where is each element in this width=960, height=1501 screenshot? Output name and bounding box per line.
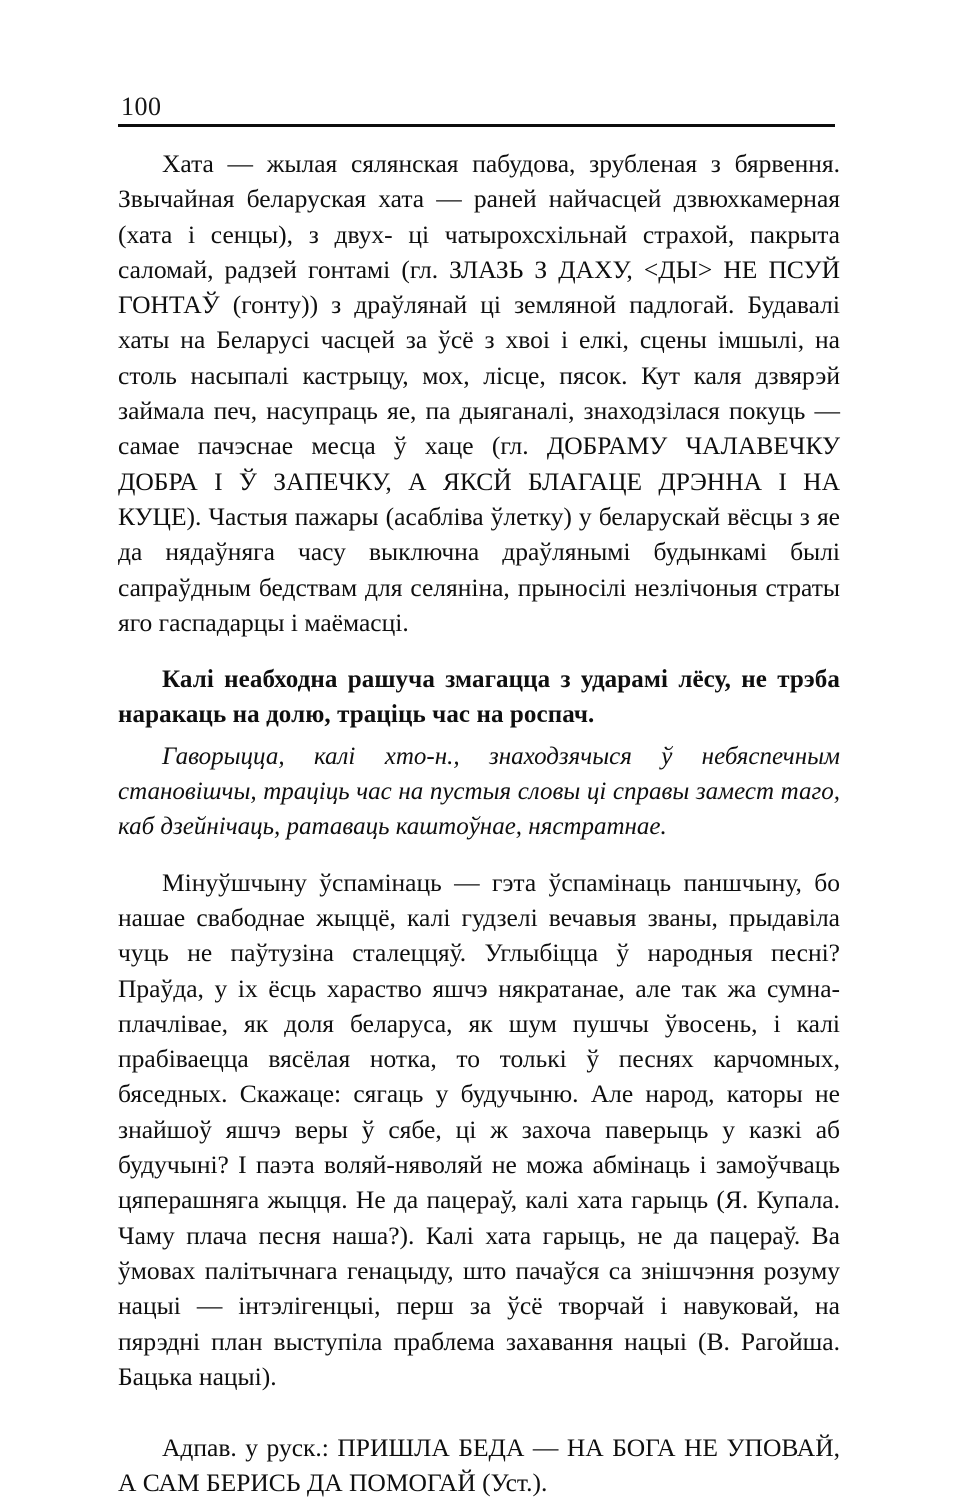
text-column [118,146,840,1501]
page-header [118,92,836,127]
header-rule [118,124,835,127]
page-number: 100 [121,92,162,121]
russian-equivalent-paragraph: Адпав. у руск.: ПРИШЛА БЕДА — НА БОГА НЕ УПОВАЙ, А САМ БЕРИСЬ ДА ПОМОГАЙ (Уст.). [118,1433,840,1498]
citation-paragraph: Мінуўшчыну ўспамінаць — гэта ўспамінаць паншчыну, бо нашае свабоднае жыццё, калі гудзелі вечавыя званы, прыдавіла чуць не паўтузіна сталеццяў. Углыбіцца ў народныя песні? Праўда, у іх ёсць хараство яшчэ някратанае, але так жа сумна-плачлівае, як доля беларуса, як шум пушчы ўвосень, і калі прабіваецца вясёлая нотка, то толькі ў песнях карчомных, бяседных. Скажаце: сягаць у будучыню. Але народ, каторы не знайшоў яшчэ веры ў сябе, ці ж захоча паверыць у казкі аб будучыні? І паэта воляй-няволяй не можа абмінаць і замоўчваць цяперашняга жыцця. Не да пацераў, калі хата гарыць (Я. Купала. Чаму плача песня наша?). Калі хата гарыць, не да пацераў. Ва ўмовах палітычнага генацыду, што пачаўся са знішчэння розуму нацыі — інтэлігенцыі, перш за ўсё творчай і навуковай, на пярэдні план выступіла праблема захавання нацыі (В. Рагойша. Бацька нацыі). [118,867,840,1391]
entry-article-paragraph: Хата — жылая сялянская пабудова, зрубленая з бярвення. Звычайная беларуская хата — раней найчасцей дзвюхкамерная (хата і сенцы), з двух- ці чатырохсхільнай страхой, пакрыта саломай, радзей гонтамі (гл. ЗЛАЗЬ З ДАХУ, <ДЫ> НЕ ПСУЙ ГОНТАЎ (гонту)) з драўлянай ці земляной падлогай. Будавалі хаты на Беларусі часцей за ўсё з хвоі і елкі, сцены імшылі, на столь насыпалі кастрыцу, мох, лісце, пясок. Кут каля дзвярэй займала печ, насупраць яе, па дыяганалі, знаходзілася покуць — самае пачэснае месца ў хаце (гл. ДОБРАМУ ЧАЛАВЕЧКУ ДОБРА І Ў ЗАПЕЧКУ, А ЯКСЙ БЛАГАЦЕ ДРЭННА І НА КУЦЕ). Частыя пажары (асабліва ўлетку) у беларускай вёсцы з яе да нядаўняга часу выключна драўлянымі будынкамі былі сапраўдным бедствам для селяніна, прыносілі незлічоныя страты яго гаспадарцы і маёмасці. [118,149,840,637]
usage-definition-paragraph: Гаворыцца, калі хто-н., знаходзячыся ў небяспечным становішчы, траціць час на пустыя словы ці справы замест таго, каб дзейнічаць, ратаваць каштоўнае, нястратнае. [118,742,840,841]
proverb-meaning-paragraph: Калі неабходна рашуча змагацца з ударамі лёсу, не трэба наракаць на долю, траціць час на роспач. [118,666,840,729]
